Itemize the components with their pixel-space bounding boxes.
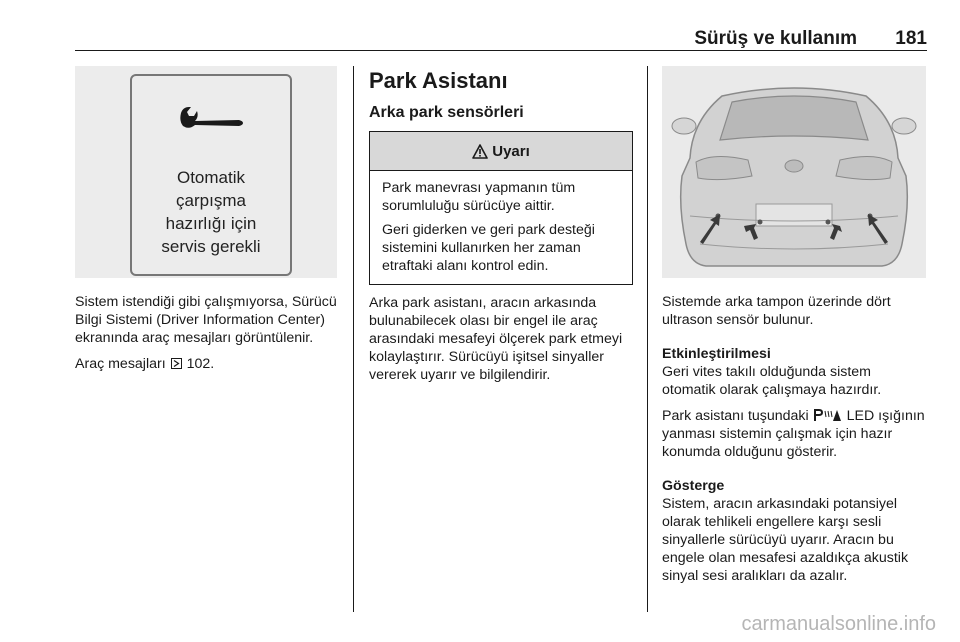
right-column-text bbox=[662, 293, 928, 593]
left-column-text bbox=[75, 293, 340, 381]
paragraph: Geri vites takılı olduğunda sistem otomatik olarak çalışmaya hazırdır. bbox=[662, 364, 882, 398]
paragraph-reference bbox=[75, 355, 340, 373]
wrench-icon bbox=[177, 104, 247, 134]
subheading-display: Gösterge bbox=[662, 478, 725, 494]
paragraph: Arka park asistanı, aracın arkasında bulunabilecek olası bir engel ile araç arasındaki mesafeyi ölçerek park etmeyi kolaylaştırır. Sürücüyü işitsel sinyaller vererek uyarır ve bilgilendirir. bbox=[369, 295, 623, 383]
middle-column-text bbox=[369, 294, 633, 392]
paragraph-led bbox=[662, 407, 928, 461]
header-rule bbox=[75, 50, 927, 51]
paragraph: Sistem, aracın arkasındaki potansiyel olarak tehlikeli engellere karşı sesli sinyallerle sürücüyü uyarır. Aracın bu engele olan mesafesi azaldıkça akustik sinyal sesi aralıkları da azalır. bbox=[662, 496, 909, 584]
page-reference-link[interactable]: 102. bbox=[186, 356, 215, 372]
arrow-right-icon bbox=[171, 358, 182, 369]
section-title: Park Asistanı bbox=[369, 68, 508, 93]
column-divider-left bbox=[353, 66, 354, 612]
watermark: carmanualsonline.info bbox=[741, 613, 936, 635]
page-number: 181 bbox=[895, 28, 927, 49]
page-header bbox=[75, 28, 927, 50]
warning-paragraph: Park manevrası yapmanın tüm sorumluluğu sürücüye aittir. bbox=[382, 180, 576, 214]
subheading-activation: Etkinleştirilmesi bbox=[662, 346, 771, 362]
dic-display bbox=[130, 74, 292, 276]
vehicle-message-figure bbox=[75, 66, 337, 278]
warning-header bbox=[370, 132, 632, 171]
reference-text: Araç mesajları bbox=[75, 356, 166, 372]
warning-title: Uyarı bbox=[492, 142, 530, 160]
warning-paragraph: Geri giderken ve geri park desteği sistemini kullanırken her zaman etraftaki alanı kontrol edin. bbox=[382, 222, 595, 274]
warning-body bbox=[370, 171, 632, 275]
dic-message: Otomatik çarpışma hazırlığı için servis gerekli bbox=[161, 168, 261, 256]
warning-box bbox=[369, 131, 633, 285]
header-title: Sürüş ve kullanım bbox=[694, 28, 857, 49]
led-text-after: LED ışığının yanması sistemin çalışmak için hazır konumda olduğunu gösterir. bbox=[662, 408, 925, 460]
paragraph: Sistem istendiği gibi çalışmıyorsa, Sürücü Bilgi Sistemi (Driver Information Center) ekranında araç mesajları görüntülenir. bbox=[75, 294, 337, 346]
car-rear-sensors-illustration bbox=[662, 66, 926, 278]
column-divider-right bbox=[647, 66, 648, 612]
section-subtitle: Arka park sensörleri bbox=[369, 104, 524, 121]
car-rear-illustration bbox=[662, 66, 926, 278]
warning-triangle-icon bbox=[472, 144, 488, 159]
park-assist-button-icon bbox=[813, 408, 843, 422]
led-text-before: Park asistanı tuşundaki bbox=[662, 408, 809, 424]
paragraph: Sistemde arka tampon üzerinde dört ultrason sensör bulunur. bbox=[662, 294, 891, 328]
